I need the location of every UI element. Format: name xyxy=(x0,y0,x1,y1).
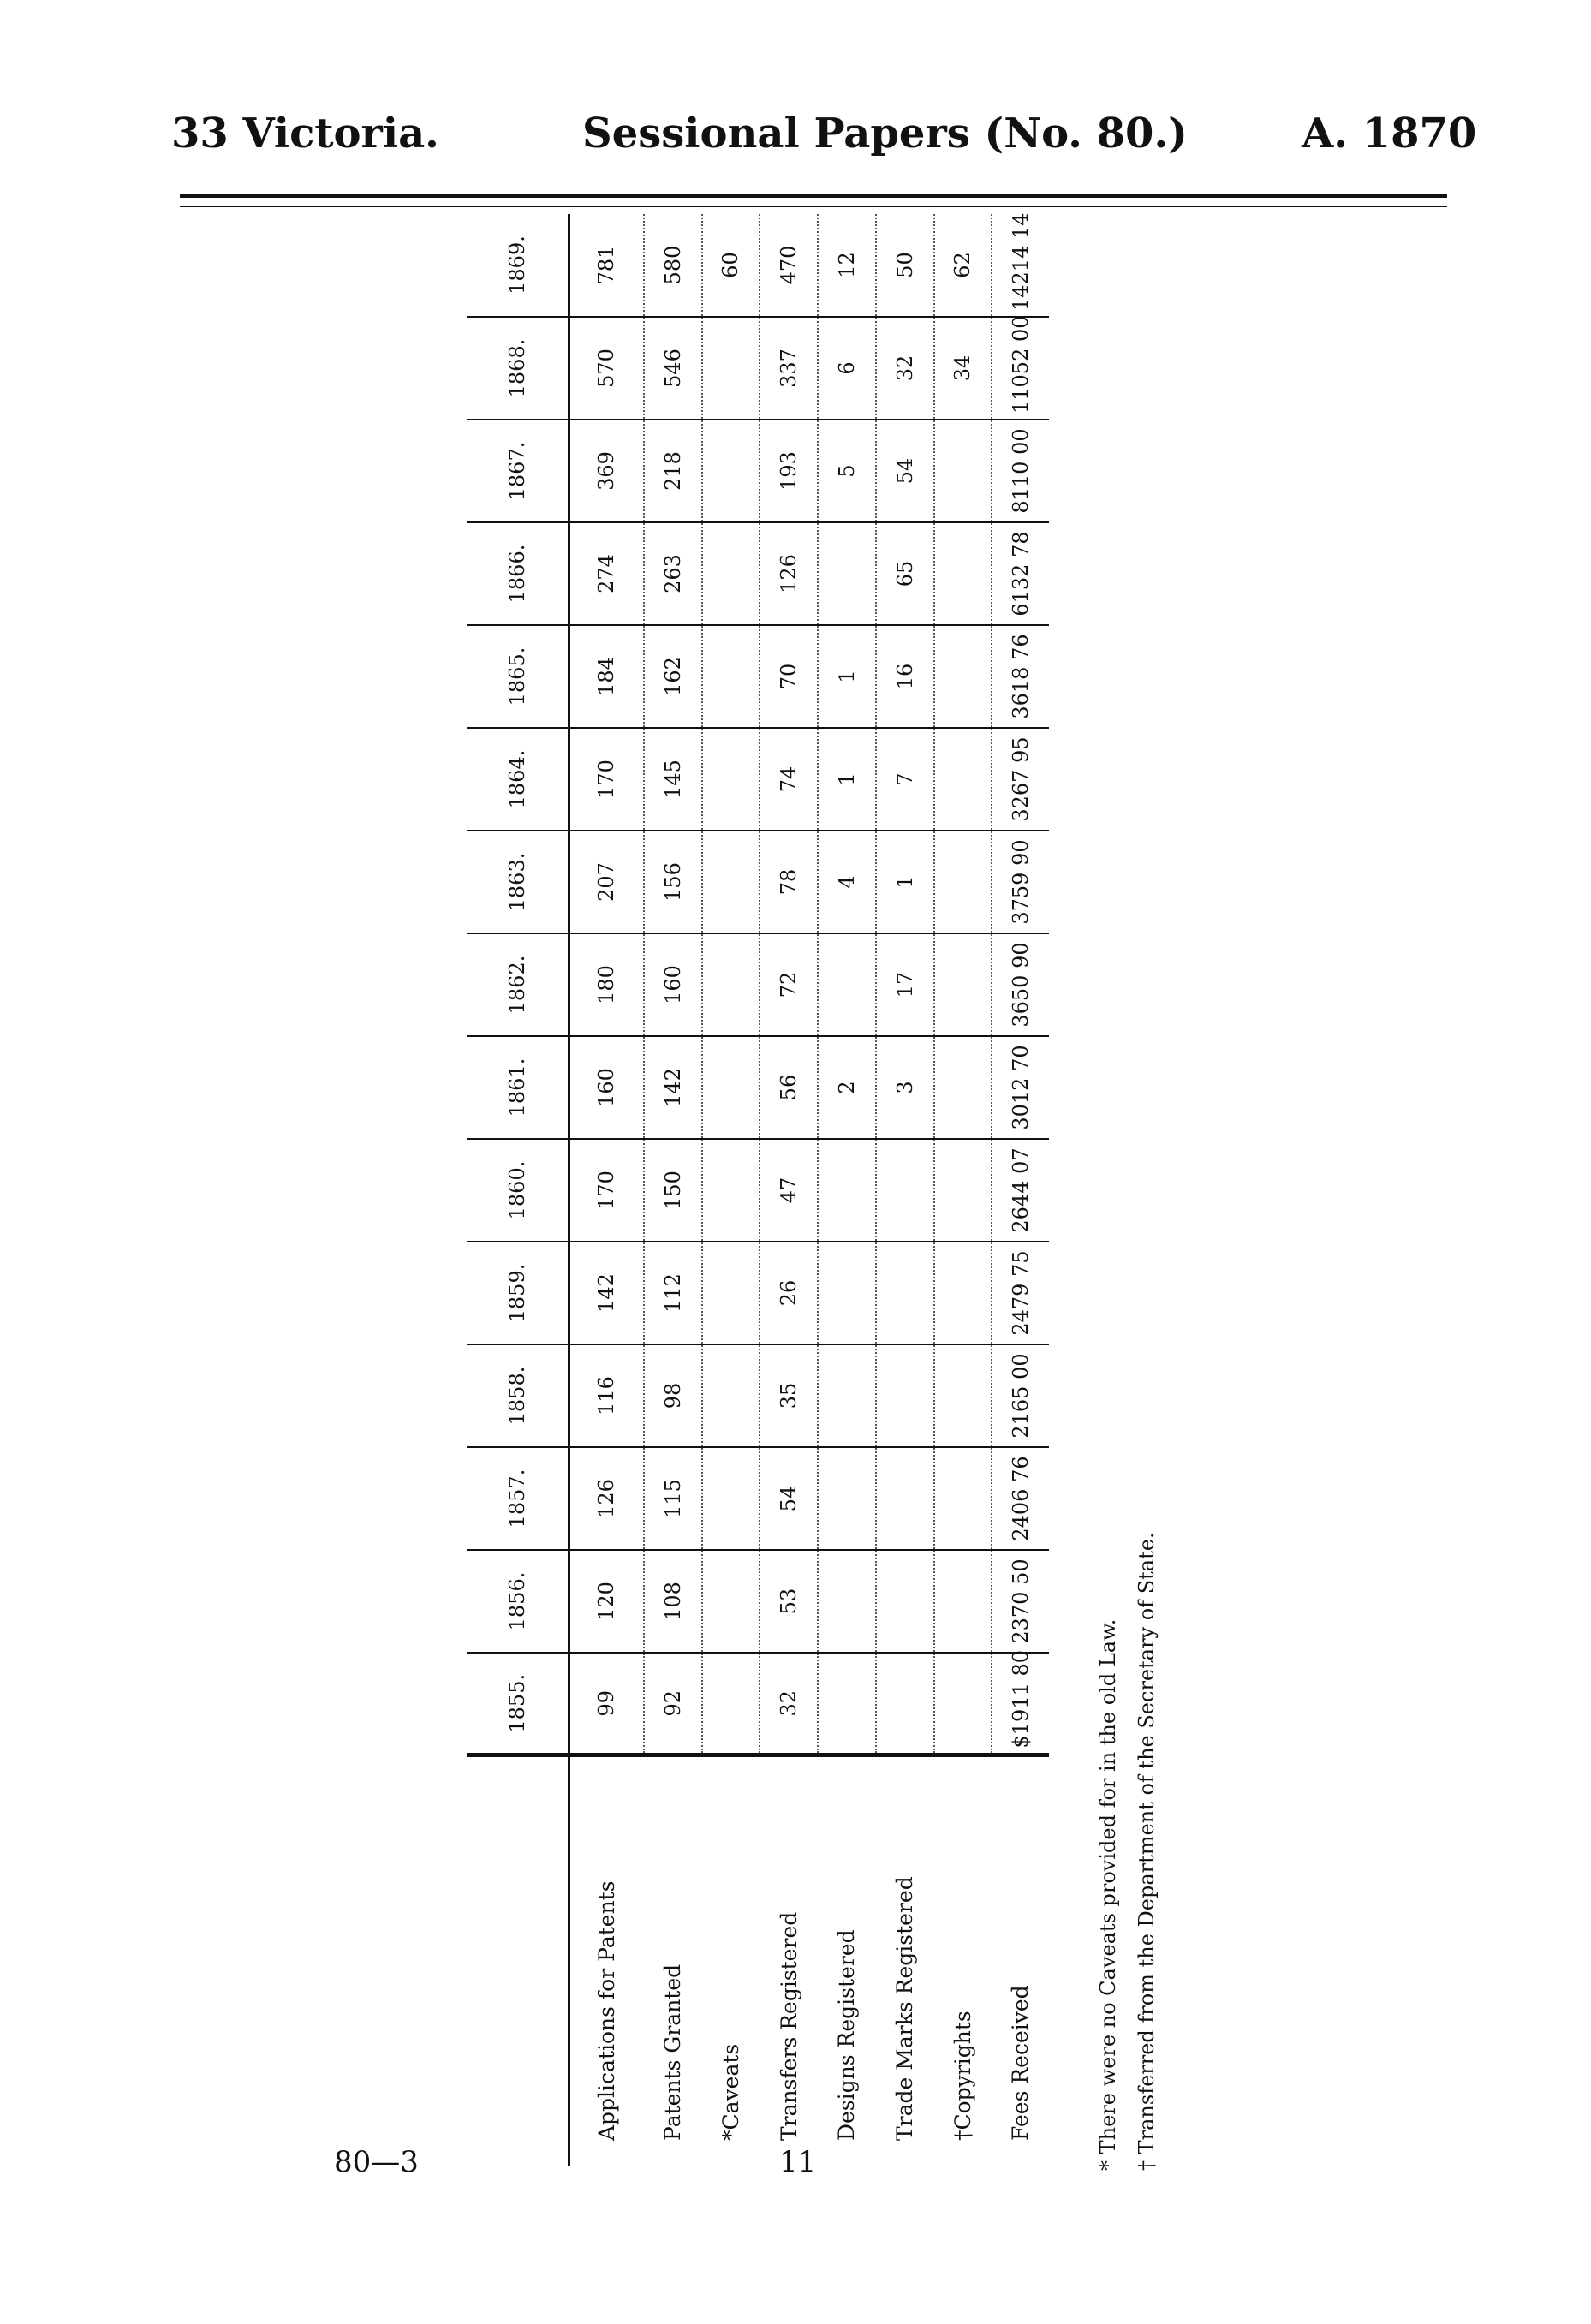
table-cell: 6132 78 xyxy=(992,522,1049,625)
row-label: Patents Granted xyxy=(644,1755,702,2166)
year-header: 1856. xyxy=(467,1550,569,1653)
table-cell: 70 xyxy=(760,625,818,728)
table-cell xyxy=(934,1344,992,1447)
table-cell xyxy=(934,1139,992,1242)
table-cell: 3618 76 xyxy=(992,625,1049,728)
row-label: †Copyrights xyxy=(934,1755,992,2166)
patent-statistics-table xyxy=(467,214,1049,2166)
table-cell: 112 xyxy=(644,1242,702,1344)
table-cell: 570 xyxy=(569,317,644,420)
row-label: Trade Marks Registered xyxy=(876,1755,934,2166)
table-cell: 4 xyxy=(818,831,876,933)
table-cell: 16 xyxy=(876,625,934,728)
table-cell: 47 xyxy=(760,1139,818,1242)
table-cell xyxy=(818,933,876,1036)
header-rule-thin xyxy=(180,206,1447,207)
table-cell: 54 xyxy=(876,420,934,522)
table-cell: 108 xyxy=(644,1550,702,1653)
table-cell xyxy=(702,1242,760,1344)
table-cell xyxy=(934,1653,992,1755)
table-cell: 150 xyxy=(644,1139,702,1242)
table-cell xyxy=(876,1139,934,1242)
table-cell xyxy=(934,1447,992,1550)
table-cell xyxy=(702,1550,760,1653)
table-cell xyxy=(934,1242,992,1344)
table-cell xyxy=(818,522,876,625)
row-label: *Caveats xyxy=(702,1755,760,2166)
table-cell: 2 xyxy=(818,1036,876,1139)
table-cell xyxy=(702,728,760,831)
table-cell: 580 xyxy=(644,214,702,317)
table-cell: 142 xyxy=(569,1242,644,1344)
table-row xyxy=(760,214,818,2166)
table-cell: 170 xyxy=(569,728,644,831)
table-cell: 74 xyxy=(760,728,818,831)
table-cell: 3759 90 xyxy=(992,831,1049,933)
header-title: Sessional Papers (No. 80.) xyxy=(582,110,1188,158)
table-cell: 218 xyxy=(644,420,702,522)
table-cell: 5 xyxy=(818,420,876,522)
table-cell xyxy=(934,625,992,728)
table-cell xyxy=(702,1344,760,1447)
table-row xyxy=(876,214,934,2166)
table-cell: 1 xyxy=(818,728,876,831)
table-cell xyxy=(818,1139,876,1242)
table-cell: 3 xyxy=(876,1036,934,1139)
table-cell: 2479 75 xyxy=(992,1242,1049,1344)
table-cell xyxy=(818,1447,876,1550)
table-cell: $1911 80 xyxy=(992,1653,1049,1755)
table-row xyxy=(818,214,876,2166)
table-cell xyxy=(702,522,760,625)
table-cell xyxy=(876,1550,934,1653)
table-cell: 50 xyxy=(876,214,934,317)
row-label: Transfers Registered xyxy=(760,1755,818,2166)
row-label: Applications for Patents xyxy=(569,1755,644,2166)
label-header-cell xyxy=(467,1755,569,2166)
table-cell xyxy=(934,1550,992,1653)
table-cell: 2370 50 xyxy=(992,1550,1049,1653)
table-cell: 184 xyxy=(569,625,644,728)
table-cell xyxy=(934,728,992,831)
table-cell: 126 xyxy=(569,1447,644,1550)
table-cell xyxy=(876,1242,934,1344)
header-year: A. 1870 xyxy=(1302,110,1477,158)
year-header-row xyxy=(467,214,569,2166)
table-cell xyxy=(702,1036,760,1139)
table-cell: 126 xyxy=(760,522,818,625)
table-cell: 116 xyxy=(569,1344,644,1447)
table-cell: 54 xyxy=(760,1447,818,1550)
table-cell: 98 xyxy=(644,1344,702,1447)
table-cell xyxy=(934,420,992,522)
table-cell: 142 xyxy=(644,1036,702,1139)
table-cell: 1 xyxy=(876,831,934,933)
table-cell xyxy=(818,1242,876,1344)
header-session: 33 Victoria. xyxy=(171,110,439,158)
table-cell: 6 xyxy=(818,317,876,420)
table-cell: 145 xyxy=(644,728,702,831)
table-cell: 3012 70 xyxy=(992,1036,1049,1139)
table-cell: 546 xyxy=(644,317,702,420)
table-cell: 337 xyxy=(760,317,818,420)
year-header: 1865. xyxy=(467,625,569,728)
table-cell xyxy=(818,1550,876,1653)
table-cell xyxy=(702,1653,760,1755)
year-header: 1867. xyxy=(467,420,569,522)
table-cell: 65 xyxy=(876,522,934,625)
table-cell: 2644 07 xyxy=(992,1139,1049,1242)
table-cell: 53 xyxy=(760,1550,818,1653)
year-header: 1860. xyxy=(467,1139,569,1242)
table-cell: 35 xyxy=(760,1344,818,1447)
table-cell: 32 xyxy=(876,317,934,420)
table-cell: 32 xyxy=(760,1653,818,1755)
table-cell: 17 xyxy=(876,933,934,1036)
year-header: 1864. xyxy=(467,728,569,831)
year-header: 1863. xyxy=(467,831,569,933)
table-cell: 470 xyxy=(760,214,818,317)
table-cell: 207 xyxy=(569,831,644,933)
table-cell: 56 xyxy=(760,1036,818,1139)
table-cell: 160 xyxy=(644,933,702,1036)
table-row xyxy=(992,214,1049,2166)
table-row xyxy=(644,214,702,2166)
row-label: Designs Registered xyxy=(818,1755,876,2166)
table-body xyxy=(569,214,1050,2166)
table-cell: 78 xyxy=(760,831,818,933)
row-label: Fees Received xyxy=(992,1755,1049,2166)
year-header: 1866. xyxy=(467,522,569,625)
table-cell xyxy=(934,522,992,625)
table-cell: 11052 00 xyxy=(992,317,1049,420)
table-cell: 72 xyxy=(760,933,818,1036)
year-header: 1858. xyxy=(467,1344,569,1447)
year-header: 1855. xyxy=(467,1653,569,1755)
year-header: 1862. xyxy=(467,933,569,1036)
table-cell: 180 xyxy=(569,933,644,1036)
table-cell xyxy=(702,625,760,728)
table-cell: 2406 76 xyxy=(992,1447,1049,1550)
table-cell: 3650 90 xyxy=(992,933,1049,1036)
table-cell: 2165 00 xyxy=(992,1344,1049,1447)
table-cell xyxy=(702,1139,760,1242)
year-header: 1861. xyxy=(467,1036,569,1139)
table-cell: 160 xyxy=(569,1036,644,1139)
table-cell: 120 xyxy=(569,1550,644,1653)
table-cell xyxy=(934,1036,992,1139)
table-row xyxy=(934,214,992,2166)
table-cell: 7 xyxy=(876,728,934,831)
page-number: 11 xyxy=(779,2145,817,2179)
year-header: 1869. xyxy=(467,214,569,317)
table-row xyxy=(569,214,644,2166)
table-cell: 193 xyxy=(760,420,818,522)
footnote-caveats: * There were no Caveats provided for in the old Law. xyxy=(1096,1618,1120,2171)
table-cell xyxy=(876,1447,934,1550)
footer-document-number: 80—3 xyxy=(334,2145,419,2179)
table-cell: 170 xyxy=(569,1139,644,1242)
table-cell xyxy=(702,420,760,522)
table-cell xyxy=(702,831,760,933)
table-cell xyxy=(818,1344,876,1447)
table-cell: 263 xyxy=(644,522,702,625)
table-cell: 92 xyxy=(644,1653,702,1755)
table-cell: 14214 14 xyxy=(992,214,1049,317)
table-cell: 274 xyxy=(569,522,644,625)
table-cell: 781 xyxy=(569,214,644,317)
table-cell: 156 xyxy=(644,831,702,933)
table-cell: 369 xyxy=(569,420,644,522)
table-cell xyxy=(876,1344,934,1447)
table-cell: 34 xyxy=(934,317,992,420)
table-cell xyxy=(702,933,760,1036)
table-cell: 12 xyxy=(818,214,876,317)
year-header: 1868. xyxy=(467,317,569,420)
table-cell: 8110 00 xyxy=(992,420,1049,522)
table-cell: 26 xyxy=(760,1242,818,1344)
table-cell: 3267 95 xyxy=(992,728,1049,831)
table-cell: 162 xyxy=(644,625,702,728)
table-cell xyxy=(818,1653,876,1755)
table-cell xyxy=(702,317,760,420)
table-cell xyxy=(934,831,992,933)
table-cell xyxy=(702,1447,760,1550)
table-cell: 62 xyxy=(934,214,992,317)
statistics-table-rotated xyxy=(467,214,1049,2166)
header-rule-thick xyxy=(180,194,1447,198)
table-row xyxy=(702,214,760,2166)
table-cell: 115 xyxy=(644,1447,702,1550)
table-cell: 99 xyxy=(569,1653,644,1755)
footnote-copyrights: † Transferred from the Department of the Secretary of State. xyxy=(1135,1532,1159,2171)
table-cell: 1 xyxy=(818,625,876,728)
table-cell xyxy=(876,1653,934,1755)
year-header: 1859. xyxy=(467,1242,569,1344)
table-cell xyxy=(934,933,992,1036)
table-cell: 60 xyxy=(702,214,760,317)
year-header: 1857. xyxy=(467,1447,569,1550)
